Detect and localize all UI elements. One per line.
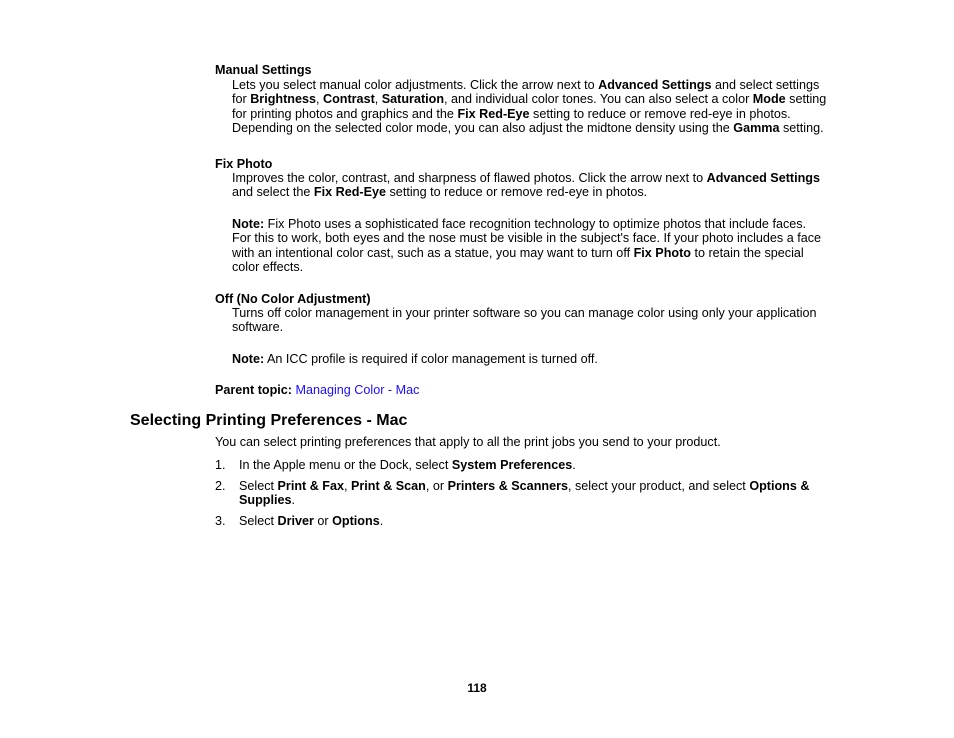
step-text: In the Apple menu or the Dock, select System Preferences. <box>239 458 576 472</box>
parent-topic-link[interactable]: Managing Color - Mac <box>295 383 420 397</box>
step-text: Select Driver or Options. <box>239 514 384 528</box>
bold-term: Fix Red-Eye <box>457 106 530 121</box>
bold-term: Options <box>332 514 380 528</box>
bold-term: Mode <box>752 92 786 107</box>
desc-off-no-color-adjustment: Turns off color management in your printer software so you can manage color using only your application software. <box>232 306 817 335</box>
intro-text: You can select printing preferences that apply to all the print jobs you send to your product. <box>215 435 721 449</box>
bold-term: Printers & Scanners <box>447 479 568 493</box>
parent-topic <box>215 383 419 397</box>
desc-fix-photo: Improves the color, contrast, and sharpness of flawed photos. Click the arrow next to Advanced Settings and select the Fix Red-Eye setting to reduce or remove red-eye in photos. <box>232 171 820 200</box>
bold-term: Contrast <box>322 92 375 107</box>
bold-term: Print & Scan <box>351 479 426 493</box>
step-number: 1. <box>215 458 226 472</box>
bold-term: Note: <box>232 217 265 231</box>
section-heading: Selecting Printing Preferences - Mac <box>130 412 408 429</box>
term-fix-photo: Fix Photo <box>215 157 273 171</box>
bold-term: Advanced Settings <box>706 171 820 185</box>
desc-manual-settings: Lets you select manual color adjustments. Click the arrow next to Advanced Settings and select settings for Brightness, Contrast, Saturation, and individual color tones. You can also select a color Mode setting for printing photos and graphics and the Fix Red-Eye setting to reduce or remove red-eye in photos. Depending on the selected color mode, you can also adjust the midtone density using the Gamma setting. <box>232 78 827 136</box>
bold-term: Gamma <box>733 121 780 136</box>
term-off-no-color-adjustment: Off (No Color Adjustment) <box>215 292 371 306</box>
step-number: 3. <box>215 514 226 528</box>
note-fix-photo: Note: Fix Photo uses a sophisticated face recognition technology to optimize photos that include faces. For this to work, both eyes and the nose must be visible in the subject's face. If your photo includes a face with an intentional color cast, such as a statue, you may want to turn off Fix Photo to retain the special color effects. <box>232 217 822 275</box>
bold-term: Saturation <box>381 92 445 107</box>
page-number: 118 <box>467 681 487 695</box>
note-icc-profile: Note: An ICC profile is required if color management is turned off. <box>232 352 598 366</box>
term-manual-settings: Manual Settings <box>215 63 312 77</box>
bold-term: Options & Supplies <box>239 479 810 508</box>
bold-term: Driver <box>277 514 314 528</box>
bold-term: Print & Fax <box>277 479 344 493</box>
bold-term: Brightness <box>250 92 316 107</box>
bold-term: Note: <box>232 352 265 366</box>
bold-term: Advanced Settings <box>598 78 712 92</box>
bold-term: Fix Photo <box>633 245 691 260</box>
bold-term: Fix Red-Eye <box>313 185 387 200</box>
step-text: Select Print & Fax, Print & Scan, or Printers & Scanners, select your product, and select Options & Supplies. <box>239 479 810 508</box>
step-number: 2. <box>215 479 226 493</box>
bold-term: System Preferences <box>451 458 573 472</box>
parent-topic-label: Parent topic: <box>215 383 292 397</box>
